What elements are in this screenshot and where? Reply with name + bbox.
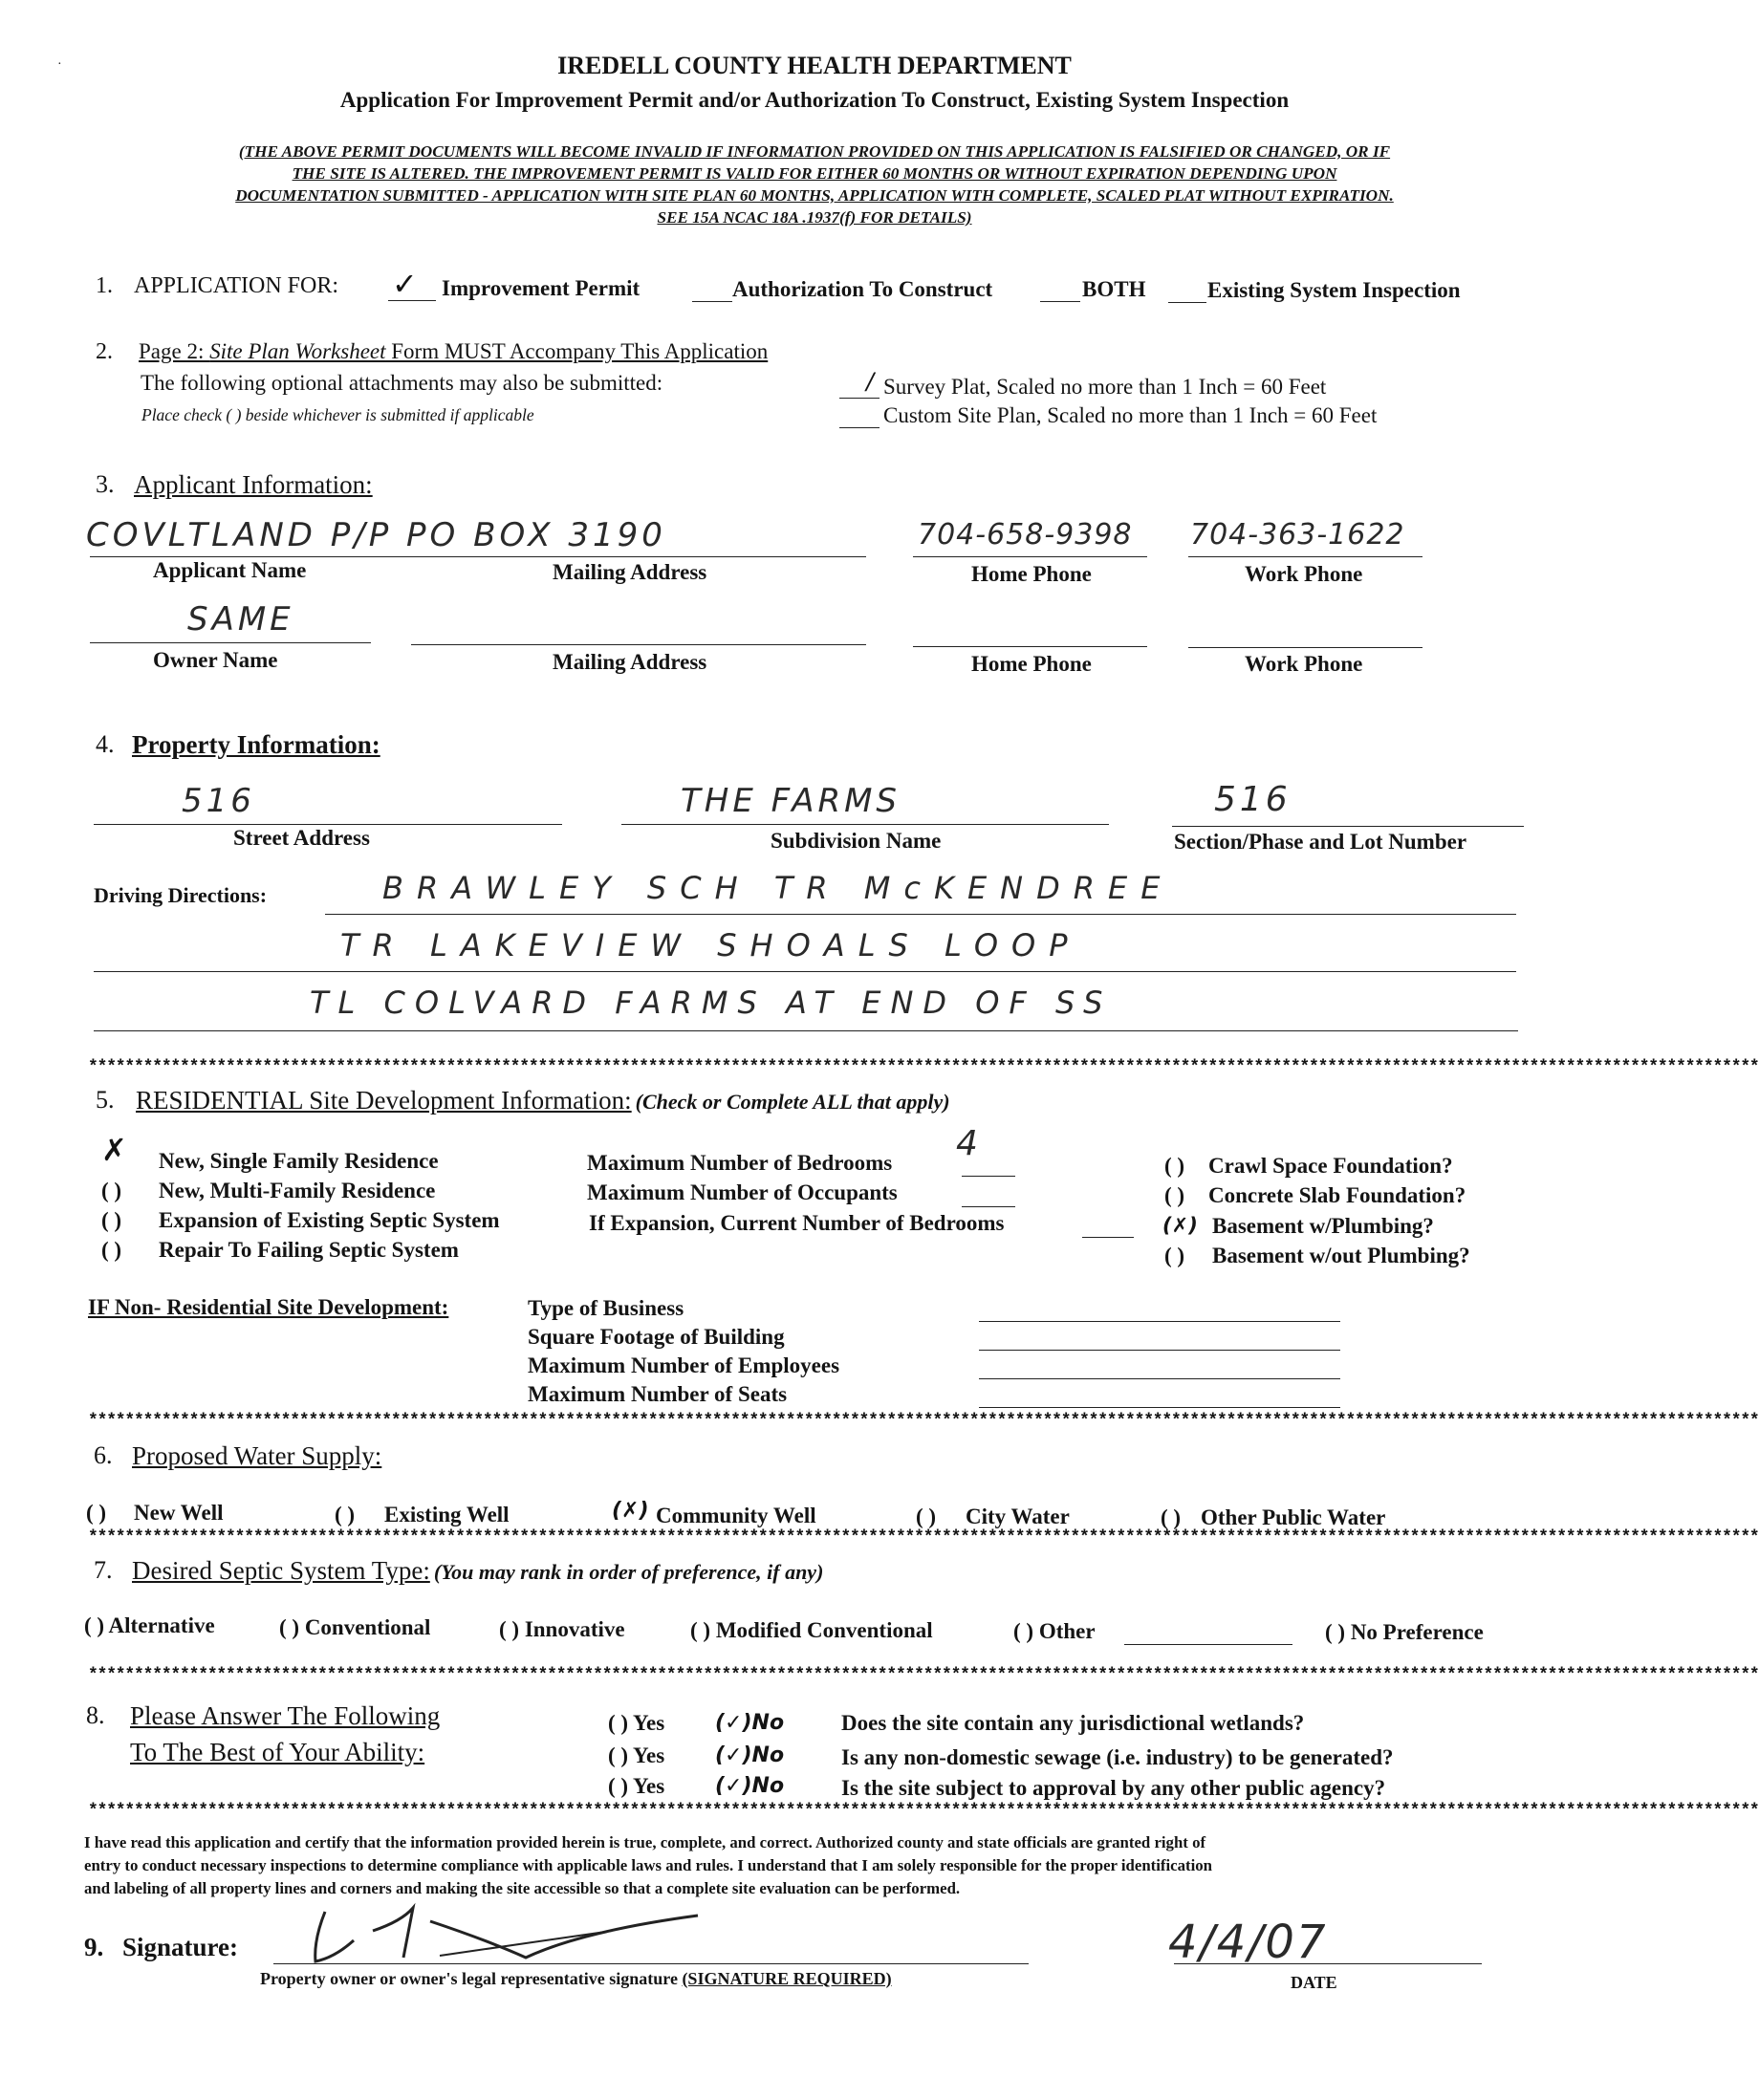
sewage-no-checked[interactable]: (✓)No [715, 1743, 785, 1767]
basement-plumbing-checkmark[interactable]: (✗) [1162, 1214, 1198, 1237]
atc-blank[interactable] [692, 301, 732, 302]
no-preference-option[interactable]: ( ) No Preference [1325, 1620, 1484, 1644]
signature-line [273, 1963, 1029, 1964]
max-bedrooms-label: Maximum Number of Bedrooms [587, 1151, 893, 1175]
questions-title-line-1: Please Answer The Following [130, 1701, 441, 1730]
multi-family-option: New, Multi-Family Residence [159, 1179, 436, 1202]
city-water-option: City Water [966, 1505, 1070, 1528]
street-address-field[interactable]: 516 [182, 782, 255, 820]
agency-yes[interactable]: ( ) Yes [608, 1774, 665, 1798]
separator-stars: ************************************************************************************************************************************************************************************** [88, 1666, 1759, 1685]
custom-site-plan-option: Custom Site Plan, Scaled no more than 1 Inch = 60 Feet [883, 403, 1378, 427]
mailing-address-label: Mailing Address [553, 650, 707, 674]
basement-plumbing-option: Basement w/Plumbing? [1212, 1214, 1434, 1238]
crawl-space-option: Crawl Space Foundation? [1208, 1154, 1453, 1178]
type-of-business-field[interactable] [979, 1321, 1340, 1322]
directions-rule [94, 971, 1516, 972]
optional-attachments-text: The following optional attachments may also be submitted: [141, 371, 663, 395]
community-well-checkmark[interactable]: (✗) [612, 1499, 649, 1523]
place-check-note: Place check ( ) beside whichever is submitted if applicable [141, 405, 534, 424]
residential-title: RESIDENTIAL Site Development Information: [136, 1086, 632, 1115]
signature-label: Signature: [122, 1933, 239, 1961]
section-number: 7. [94, 1556, 113, 1584]
innovative-option[interactable]: ( ) Innovative [499, 1617, 625, 1641]
agency-question: Is the site subject to approval by any other public agency? [841, 1776, 1386, 1800]
handwritten-signature[interactable] [296, 1902, 774, 1969]
home-phone-field[interactable]: 704-658-9398 [918, 518, 1133, 552]
separator-stars: ************************************************************************************************************************************************************************************** [88, 1802, 1759, 1821]
section-title: Proposed Water Supply: [132, 1441, 382, 1470]
driving-directions-line-2[interactable]: TR LAKEVIEW SHOALS LOOP [340, 927, 1081, 963]
section-number: 5. [96, 1086, 115, 1114]
other-public-water-checkbox[interactable]: ( ) [1161, 1505, 1182, 1529]
other-option[interactable]: ( ) Other [1013, 1619, 1096, 1643]
custom-site-plan-blank[interactable] [839, 427, 880, 428]
current-bedrooms-field[interactable] [1082, 1237, 1134, 1238]
repair-checkbox[interactable]: ( ) [101, 1238, 122, 1262]
modified-conventional-option[interactable]: ( ) Modified Conventional [690, 1618, 933, 1642]
site-plan-worksheet-text: Site Plan Worksheet [209, 339, 386, 363]
max-bedrooms-field[interactable]: 4 [956, 1124, 982, 1163]
mailing-address-label: Mailing Address [553, 560, 707, 584]
questions-title-line-2: To The Best of Your Ability: [130, 1738, 425, 1766]
section-number: 2. [96, 339, 113, 364]
improvement-permit-checkmark: ✓ [392, 266, 418, 302]
concrete-slab-option: Concrete Slab Foundation? [1208, 1183, 1466, 1207]
lot-line [1172, 826, 1524, 827]
certification-line: entry to conduct necessary inspections to determine compliance with applicable laws and rules. I understand that I am solely responsible for the proper identification [84, 1856, 1212, 1874]
residential-subtitle: (Check or Complete ALL that apply) [635, 1090, 950, 1114]
date-line [1174, 1963, 1482, 1964]
date-label: DATE [1291, 1973, 1337, 1992]
existing-system-blank[interactable] [1168, 302, 1206, 303]
street-line [94, 824, 562, 825]
section-number: 3. [96, 470, 115, 498]
page2-text: Page 2: [139, 339, 210, 363]
agency-no-checked[interactable]: (✓)No [715, 1774, 785, 1798]
notice-line: (THE ABOVE PERMIT DOCUMENTS WILL BECOME INVALID IF INFORMATION PROVIDED ON THIS APPLICATION IS FALSIFIED OR CHANGED, OR IF [238, 142, 1391, 161]
section-number: 8. [86, 1701, 105, 1729]
form-subtitle: Application For Improvement Permit and/or Authorization To Construct, Existing System Inspection [339, 88, 1290, 112]
alternative-option[interactable]: ( ) Alternative [84, 1613, 215, 1637]
section-title: Property Information: [132, 730, 380, 759]
owner-name-line [90, 642, 371, 643]
wetlands-question: Does the site contain any jurisdictional wetlands? [841, 1711, 1305, 1735]
septic-subtitle: (You may rank in order of preference, if any) [433, 1560, 824, 1584]
owner-name-field[interactable]: SAME [187, 600, 294, 639]
owner-home-phone-field[interactable] [913, 646, 1147, 647]
applicant-name-label: Applicant Name [153, 558, 307, 582]
community-well-option: Community Well [656, 1504, 816, 1527]
margin-specks: · [57, 57, 62, 72]
signature-caption-text: Property owner or owner's legal representative signature [260, 1969, 683, 1988]
work-phone-label: Work Phone [1245, 652, 1363, 676]
single-family-checkmark[interactable]: ✗ [101, 1132, 127, 1168]
home-phone-line [913, 556, 1147, 557]
directions-rule [94, 1030, 1518, 1031]
septic-title: Desired Septic System Type: [132, 1556, 430, 1585]
max-employees-field[interactable] [979, 1378, 1340, 1379]
basement-no-plumbing-checkbox[interactable]: ( ) [1164, 1244, 1185, 1267]
certification-line: and labeling of all property lines and corners and making the site accessible so that a complete site evaluation can be performed. [84, 1879, 961, 1897]
both-blank[interactable] [1040, 301, 1080, 302]
square-footage-label: Square Footage of Building [528, 1325, 785, 1349]
basement-no-plumbing-option: Basement w/out Plumbing? [1212, 1244, 1470, 1267]
existing-well-checkbox[interactable]: ( ) [335, 1503, 356, 1526]
single-family-option: New, Single Family Residence [159, 1149, 439, 1173]
department-title: IREDELL COUNTY HEALTH DEPARTMENT [557, 52, 1072, 79]
max-seats-label: Maximum Number of Seats [528, 1382, 788, 1406]
max-employees-label: Maximum Number of Employees [528, 1353, 840, 1377]
concrete-slab-checkbox[interactable]: ( ) [1164, 1183, 1185, 1207]
square-footage-field[interactable] [979, 1350, 1340, 1351]
expansion-option: Expansion of Existing Septic System [159, 1208, 500, 1232]
lot-number-field[interactable]: 516 [1214, 780, 1292, 819]
survey-plat-blank[interactable] [839, 398, 880, 399]
survey-plat-option: Survey Plat, Scaled no more than 1 Inch = 60 Feet [883, 375, 1327, 399]
conventional-option[interactable]: ( ) Conventional [279, 1615, 431, 1639]
must-accompany-text: Form MUST Accompany This Application [385, 339, 769, 363]
new-well-option: New Well [134, 1501, 224, 1525]
current-bedrooms-label: If Expansion, Current Number of Bedrooms [589, 1211, 1005, 1235]
existing-well-option: Existing Well [384, 1503, 510, 1526]
improvement-permit-option: Improvement Permit [442, 276, 641, 300]
non-residential-label: IF Non- Residential Site Development: [88, 1295, 449, 1319]
crawl-space-checkbox[interactable]: ( ) [1164, 1154, 1185, 1178]
sewage-yes[interactable]: ( ) Yes [608, 1743, 665, 1767]
work-phone-line [1188, 556, 1422, 557]
multi-family-checkbox[interactable]: ( ) [101, 1179, 122, 1202]
subdivision-name-label: Subdivision Name [771, 829, 942, 853]
separator-stars: ************************************************************************************************************************************************************************************** [88, 1058, 1759, 1077]
type-of-business-label: Type of Business [528, 1296, 684, 1320]
city-water-checkbox[interactable]: ( ) [916, 1505, 937, 1528]
home-phone-label: Home Phone [971, 562, 1092, 586]
driving-directions-label: Driving Directions: [94, 883, 268, 907]
section-number: 6. [94, 1441, 113, 1469]
wetlands-no-checked[interactable]: (✓)No [715, 1711, 785, 1735]
bedrooms-line [962, 1176, 1015, 1177]
subdivision-name-field[interactable]: THE FARMS [681, 782, 901, 820]
site-plan-requirement [139, 339, 768, 364]
both-option: BOTH [1082, 277, 1146, 301]
owner-name-label: Owner Name [153, 648, 278, 672]
applicant-line [90, 556, 866, 557]
signature-caption [260, 1969, 892, 1989]
section-lot-label: Section/Phase and Lot Number [1174, 830, 1467, 854]
certification-line: I have read this application and certify that the information provided herein is true, complete, and correct. Authorized county and state officials are granted right of [84, 1833, 1206, 1851]
new-well-checkbox[interactable]: ( ) [86, 1501, 107, 1525]
repair-option: Repair To Failing Septic System [159, 1238, 459, 1262]
section-title [136, 1086, 950, 1115]
sewage-question: Is any non-domestic sewage (i.e. industry) to be generated? [841, 1745, 1394, 1769]
application-for-label: APPLICATION FOR: [134, 273, 339, 298]
existing-system-option: Existing System Inspection [1207, 278, 1461, 302]
applicant-name-field[interactable]: COVLTLAND P/P PO BOX 3190 [86, 516, 666, 554]
work-phone-field[interactable]: 704-363-1622 [1190, 518, 1405, 552]
directions-rule [325, 914, 1516, 915]
separator-stars: ************************************************************************************************************************************************************************************** [88, 1412, 1759, 1431]
owner-mailing-address-field[interactable] [411, 644, 866, 645]
home-phone-label: Home Phone [971, 652, 1092, 676]
subdivision-line [621, 824, 1109, 825]
work-phone-label: Work Phone [1245, 562, 1363, 586]
notice-line: SEE 15A NCAC 18A .1937(f) FOR DETAILS) [657, 208, 972, 227]
owner-work-phone-field[interactable] [1188, 647, 1422, 648]
max-occupants-label: Maximum Number of Occupants [587, 1180, 898, 1204]
notice-line: THE SITE IS ALTERED. THE IMPROVEMENT PERMIT IS VALID FOR EITHER 60 MONTHS OR WITHOUT EXPIRATION DEPENDING UPON [292, 164, 1337, 183]
separator-stars: ************************************************************************************************************************************************************************************** [88, 1528, 1759, 1548]
section-title [132, 1556, 823, 1586]
survey-plat-checkmark: / [866, 368, 875, 395]
section-number: 4. [96, 730, 115, 758]
notice-line: DOCUMENTATION SUBMITTED - APPLICATION WITH SITE PLAN 60 MONTHS, APPLICATION WITH COMPLETE, SCALED PLAT WITHOUT EXPIRATION. [235, 186, 1394, 205]
street-address-label: Street Address [233, 826, 370, 850]
max-seats-field[interactable] [979, 1407, 1340, 1408]
signature-required-text: (SIGNATURE REQUIRED) [682, 1969, 892, 1988]
section-number: 1. [96, 273, 113, 298]
other-public-water-option: Other Public Water [1201, 1505, 1386, 1529]
section-title: Applicant Information: [134, 470, 373, 499]
max-occupants-field[interactable] [962, 1206, 1015, 1207]
driving-directions-line-3[interactable]: TL COLVARD FARMS AT END OF SS [310, 985, 1113, 1021]
expansion-checkbox[interactable]: ( ) [101, 1208, 122, 1232]
date-field[interactable]: 4/4/07 [1168, 1916, 1328, 1969]
wetlands-yes[interactable]: ( ) Yes [608, 1711, 665, 1735]
section-number: 9. [84, 1933, 104, 1961]
driving-directions-line-1[interactable]: BRAWLEY SCH TR McKENDREE [382, 870, 1174, 906]
other-septic-field[interactable] [1124, 1644, 1292, 1645]
authorization-option: Authorization To Construct [732, 277, 993, 301]
